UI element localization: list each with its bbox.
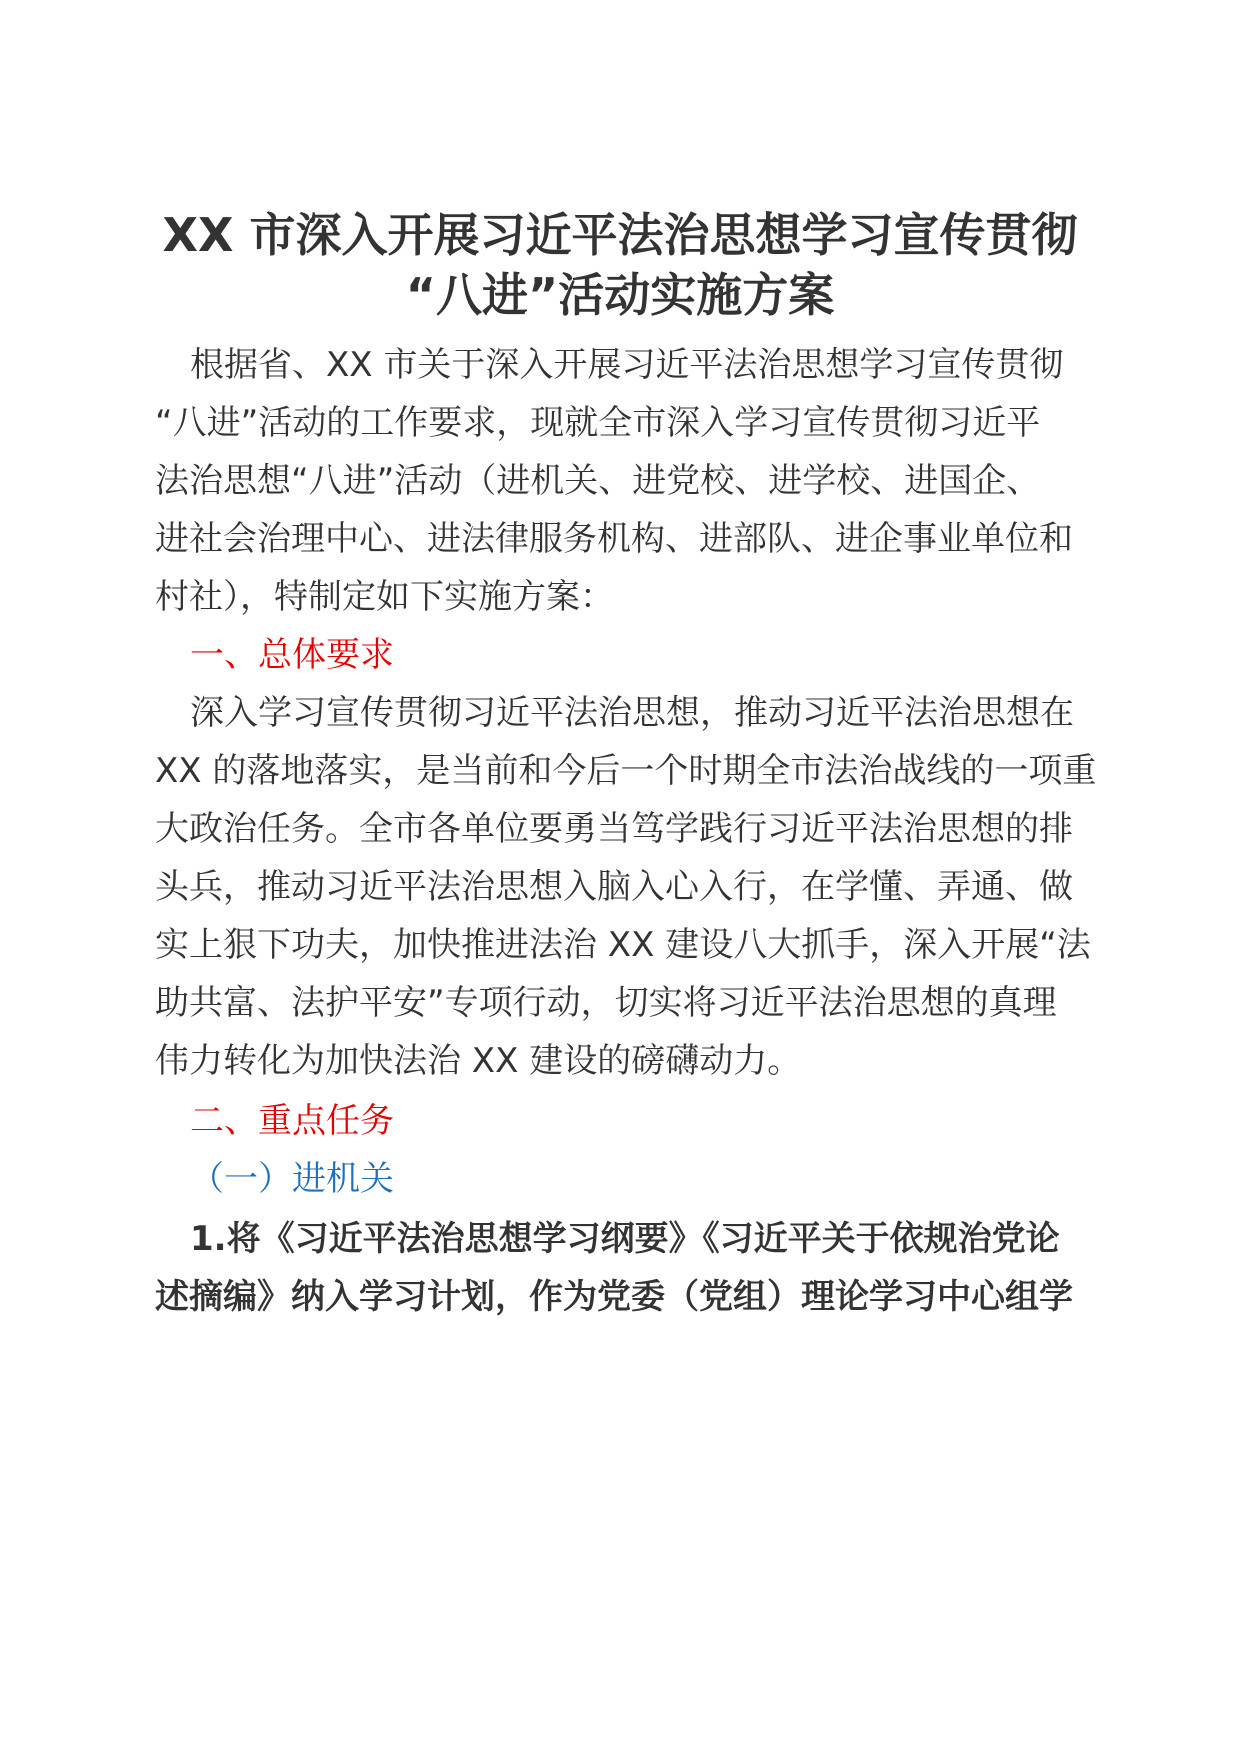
subsection-heading-into-agencies: （一）进机关 [190, 1159, 394, 1199]
section-heading-general-requirements: 一、总体要求 [190, 635, 394, 675]
section1-paragraph-line: 大政治任务。全市各单位要勇当笃学践行习近平法治思想的排 [155, 809, 1073, 849]
intro-paragraph-line: 法治思想“八进”活动（进机关、进党校、进学校、进国企、 [155, 461, 1041, 501]
document-title-line-2: “八进”活动实施方案 [405, 268, 835, 322]
section1-paragraph-line: 实上狠下功夫，加快推进法治 XX 建设八大抓手，深入开展“法 [155, 925, 1091, 965]
section1-paragraph-line: 伟力转化为加快法治 XX 建设的磅礴动力。 [155, 1041, 802, 1081]
section1-paragraph-line: 深入学习宣传贯彻习近平法治思想，推动习近平法治思想在 [190, 693, 1074, 733]
item1-paragraph-line: 1.将《习近平法治思想学习纲要》《习近平关于依规治党论 [190, 1219, 1060, 1259]
item1-paragraph-line: 述摘编》纳入学习计划，作为党委（党组）理论学习中心组学 [155, 1277, 1073, 1317]
intro-paragraph-line: 村社），特制定如下实施方案： [155, 577, 614, 617]
intro-paragraph-line: 进社会治理中心、进法律服务机构、进部队、进企事业单位和 [155, 519, 1073, 559]
intro-paragraph-line: “八进”活动的工作要求，现就全市深入学习宣传贯彻习近平 [155, 403, 1041, 443]
section1-paragraph-line: 头兵，推动习近平法治思想入脑入心入行，在学懂、弄通、做 [155, 867, 1073, 907]
document-title-line-1: XX 市深入开展习近平法治思想学习宣传贯彻 [162, 208, 1078, 262]
intro-paragraph-line: 根据省、XX 市关于深入开展习近平法治思想学习宣传贯彻 [190, 345, 1064, 385]
section-heading-key-tasks: 二、重点任务 [190, 1101, 394, 1141]
section1-paragraph-line: 助共富、法护平安”专项行动，切实将习近平法治思想的真理 [155, 983, 1057, 1023]
section1-paragraph-line: XX 的落地落实，是当前和今后一个时期全市法治战线的一项重 [155, 751, 1097, 791]
